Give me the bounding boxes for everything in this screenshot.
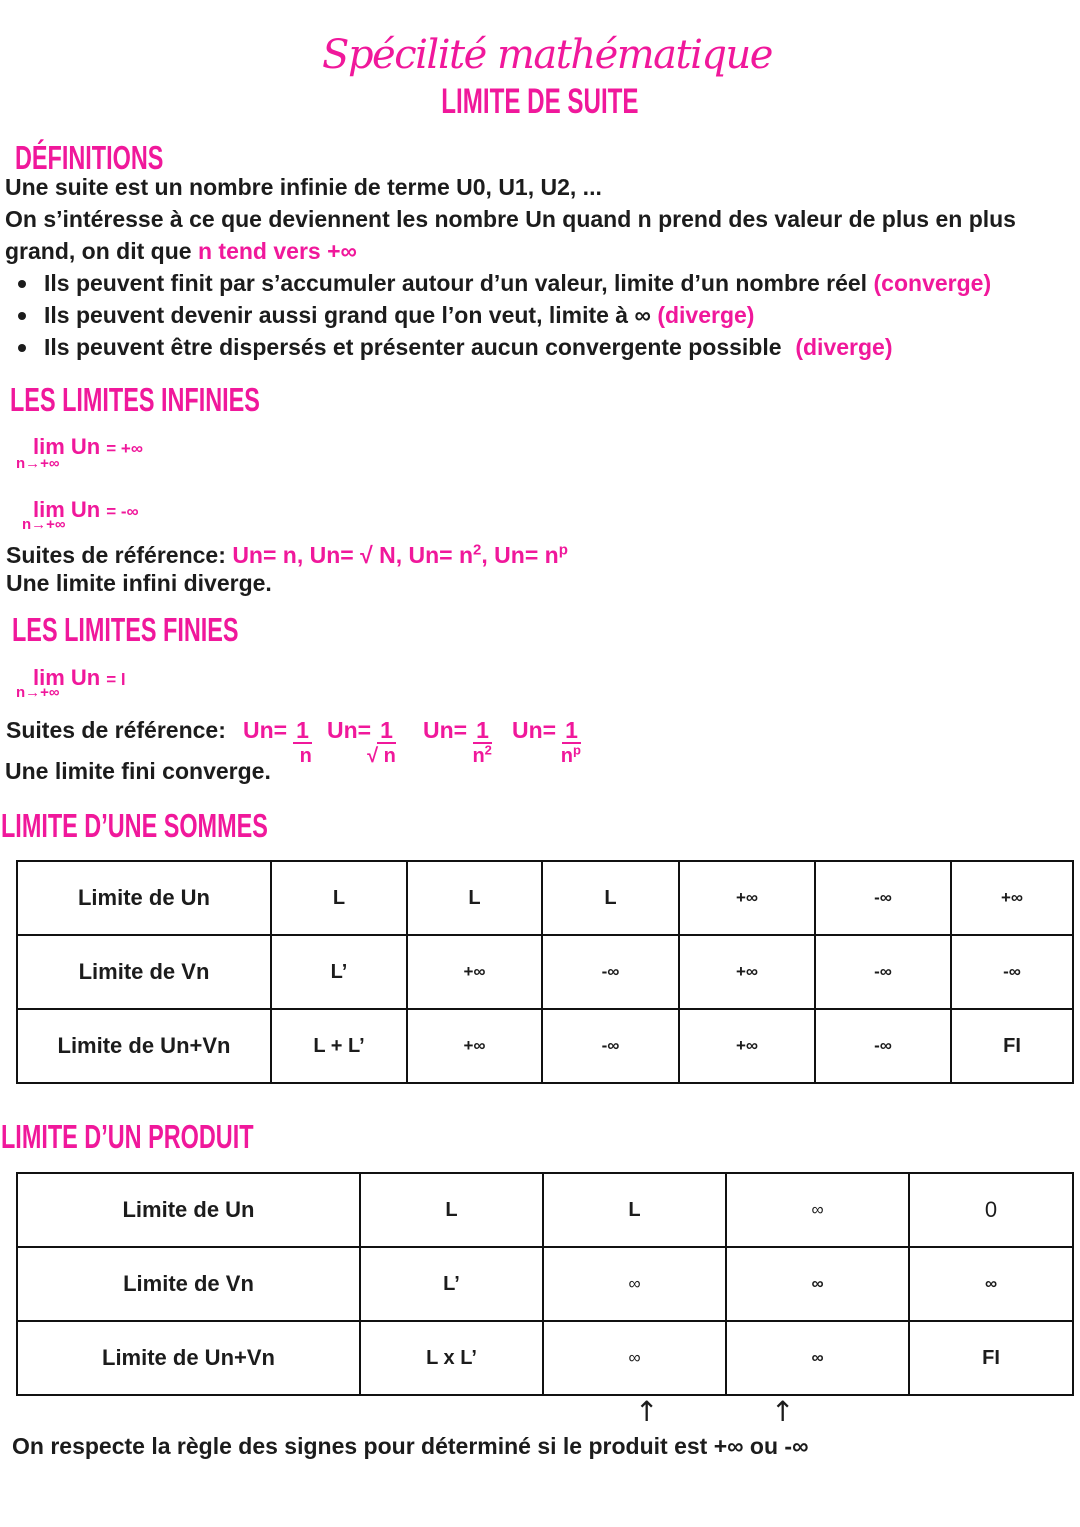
table-cell: +∞ (679, 935, 815, 1009)
fraction-numerator-text: 1 (296, 717, 309, 743)
bullet-icon (18, 312, 26, 320)
table-cell: ∞ (726, 1247, 909, 1321)
limit-rhs: = +∞ (106, 439, 143, 458)
table-cell: L (407, 861, 542, 935)
table-cell: ∞ (726, 1173, 909, 1247)
conclusion-infinite: Une limite infini diverge. (6, 570, 272, 596)
fraction-reference (423, 716, 492, 767)
table-row (17, 935, 1073, 1009)
table-row (17, 1173, 1073, 1247)
definition-line-2: On s’intéresse à ce que deviennent les nombre Un quand n prend des valeur de plus en plus (5, 206, 1016, 232)
heading-definitions: DÉFINITIONS (15, 139, 164, 176)
table-cell: -∞ (542, 935, 679, 1009)
table-cell: FI (951, 1009, 1073, 1083)
conclusion-finite: Une limite fini converge. (5, 758, 271, 784)
reference-part: , Un= n (481, 542, 559, 568)
bullet-highlight: (converge) (873, 270, 992, 296)
table-cell: -∞ (951, 935, 1073, 1009)
table-cell: L’ (360, 1247, 543, 1321)
limit-lim: lim Un (33, 665, 101, 690)
limit-subscript: n→+∞ (16, 684, 60, 701)
reference-sequences-infinite (6, 541, 568, 569)
table-cell: +∞ (679, 1009, 815, 1083)
table-cell: 0 (909, 1173, 1073, 1247)
sign-rule-note: On respecte la règle des signes pour déterminé si le produit est +∞ ou -∞ (12, 1433, 809, 1459)
limit-subscript: n→+∞ (16, 455, 60, 472)
table-row (17, 1247, 1073, 1321)
row-label: Limite de Vn (17, 1247, 360, 1321)
bullet-highlight: (diverge) (657, 302, 755, 328)
bullet-highlight: (diverge) (795, 334, 893, 360)
limit-lim: lim Un (33, 497, 101, 522)
reference-list (232, 542, 568, 568)
table-cell: FI (909, 1321, 1073, 1395)
definition-line-3-text: grand, on dit que (5, 238, 192, 264)
limit-lim: lim Un (33, 434, 101, 459)
table-cell: -∞ (815, 861, 951, 935)
row-label: Limite de Un (17, 1173, 360, 1247)
row-label: Limite de Un (17, 861, 271, 935)
fraction-denominator: n (299, 745, 312, 767)
table-cell: ∞ (726, 1321, 909, 1395)
table-cell: -∞ (542, 1009, 679, 1083)
fraction-denominator (560, 742, 581, 767)
table-row (17, 861, 1073, 935)
table-cell: L + L’ (271, 1009, 407, 1083)
table-cell: ∞ (909, 1247, 1073, 1321)
heading-limite-somme: LIMITE D’UNE SOMMES (1, 807, 268, 844)
fraction-reference (243, 716, 312, 767)
reference-exponent: p (558, 541, 568, 559)
fraction-denominator-exponent: 2 (484, 742, 492, 758)
heading-limites-infinies: LES LIMITES INFINIES (10, 381, 260, 418)
reference-exponent: 2 (473, 541, 482, 559)
heading-limite-produit: LIMITE D’UN PRODUIT (1, 1118, 254, 1155)
row-label: Limite de Un+Vn (17, 1009, 271, 1083)
fraction-numerator (367, 717, 396, 767)
fraction-denominator (472, 742, 492, 767)
fraction-reference (512, 716, 581, 767)
sum-table (16, 860, 1074, 1084)
product-table (16, 1172, 1074, 1396)
definition-highlight: n tend vers +∞ (197, 238, 357, 264)
table-row (17, 1321, 1073, 1395)
bullet-text: Ils peuvent finit par s’accumuler autour d’un valeur, limite d’un nombre réel (44, 270, 868, 296)
definition-line-1: Une suite est un nombre infinie de terme U0, U1, U2, ... (5, 174, 602, 200)
arrow-up-icon: ↑ (635, 1395, 659, 1428)
fraction-reference (327, 716, 396, 767)
fraction-lhs: Un= (327, 717, 372, 743)
bullet-item (5, 267, 1075, 299)
table-cell: L (360, 1173, 543, 1247)
fraction-denominator-exponent: p (572, 742, 581, 758)
fraction-lhs: Un= (243, 717, 288, 743)
limit-rhs: = -∞ (106, 502, 139, 521)
table-cell: L’ (271, 935, 407, 1009)
reference-label: Suites de référence: (6, 542, 226, 568)
bullet-item (5, 299, 1075, 331)
fraction-denominator-base: n (472, 745, 485, 767)
table-cell: -∞ (815, 935, 951, 1009)
fraction-denominator: √ n (367, 745, 396, 767)
fraction-numerator-text: 1 (380, 717, 393, 743)
bullet-text: Ils peuvent être dispersés et présenter aucun convergente possible (44, 334, 782, 360)
row-label: Limite de Un+Vn (17, 1321, 360, 1395)
page-title-script: Spécilité mathématique (322, 32, 772, 78)
fraction-lhs: Un= (512, 717, 557, 743)
page-subtitle-text: LIMITE DE SUITE (441, 82, 639, 121)
table-cell: ∞ (543, 1321, 726, 1395)
row-label: Limite de Vn (17, 935, 271, 1009)
reference-label: Suites de référence: (6, 717, 226, 743)
table-cell: +∞ (679, 861, 815, 935)
fraction-numerator (293, 717, 312, 767)
table-cell: L x L’ (360, 1321, 543, 1395)
fraction-lhs: Un= (423, 717, 468, 743)
limit-subscript: n→+∞ (22, 516, 66, 533)
table-cell: L (271, 861, 407, 935)
table-cell: L (543, 1173, 726, 1247)
fraction-numerator-text: 1 (476, 717, 489, 743)
fraction-numerator-text: 1 (565, 717, 578, 743)
bullet-icon (18, 280, 26, 288)
bullet-text: Ils peuvent devenir aussi grand que l’on veut, limite à ∞ (44, 302, 651, 328)
heading-limites-finies: LES LIMITES FINIES (12, 611, 239, 648)
fraction-numerator (472, 717, 492, 767)
table-cell: ∞ (543, 1247, 726, 1321)
limit-rhs: = l (106, 670, 126, 689)
table-cell: +∞ (407, 1009, 542, 1083)
arrow-up-icon: ↑ (771, 1395, 795, 1428)
table-cell: L (542, 861, 679, 935)
bullet-icon (18, 344, 26, 352)
fraction-denominator-base: n (560, 745, 573, 767)
fraction-numerator (560, 717, 581, 767)
table-row (17, 1009, 1073, 1083)
definitions-block (5, 171, 1075, 363)
bullet-item (5, 331, 1075, 363)
reference-part: Un= n, Un= √ N, Un= n (232, 542, 474, 568)
table-cell: +∞ (951, 861, 1073, 935)
definition-line-3 (5, 235, 1075, 267)
table-cell: -∞ (815, 1009, 951, 1083)
table-cell: +∞ (407, 935, 542, 1009)
page-subtitle (0, 84, 1080, 119)
